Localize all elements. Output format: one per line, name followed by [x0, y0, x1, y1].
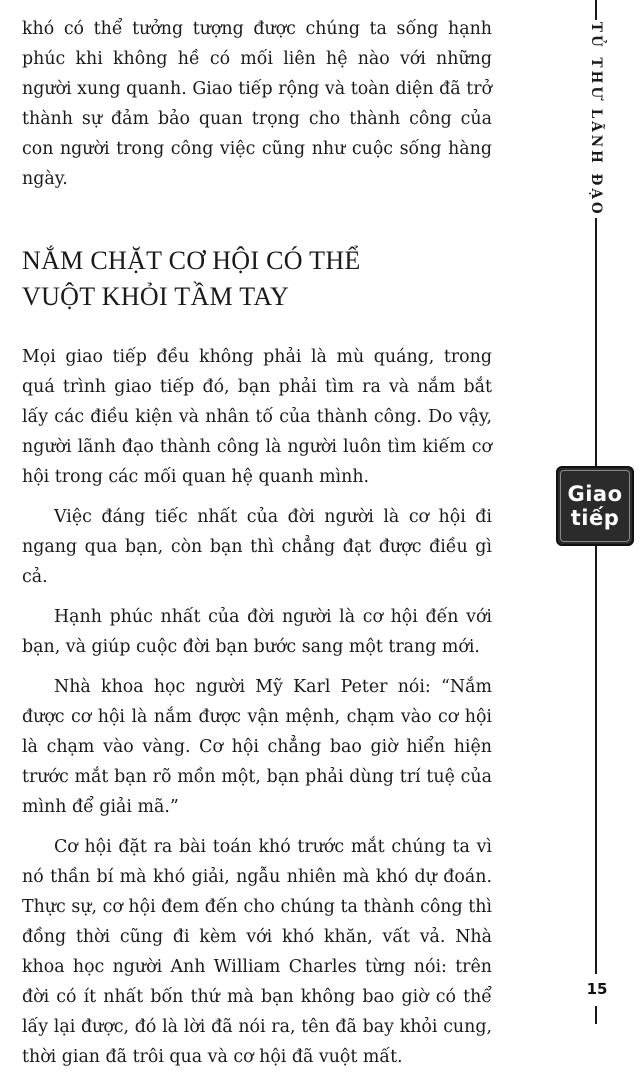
- margin-rule-upper: [595, 218, 597, 468]
- paragraph: Cơ hội đặt ra bài toán khó trước mắt chúng ta vì nó thần bí mà khó giải, ngẫu nhiên mà khó dự đoán. Thực sự, cơ hội đem đến cho chúng ta thành công thì đồng thời cũng đi kèm với khó khăn, vất vả. Nhà khoa học người Anh William Charles từng nói: trên đời có ít nhất bốn thứ mà bạn không bao giờ có thể lấy lại được, đó là lời đã nói ra, tên đã bay khỏi cung, thời gian đã trôi qua và cơ hội đã vuột mất.: [22, 837, 492, 1067]
- page-number: 15: [586, 980, 608, 998]
- paragraph: Mọi giao tiếp đều không phải là mù quáng, trong quá trình giao tiếp đó, bạn phải tìm ra và nắm bắt lấy các điều kiện và nhân tố của thành công. Do vậy, người lãnh đạo thành công là người luôn tìm kiếm cơ hội trong các mối quan hệ quanh mình.: [22, 347, 492, 487]
- paragraph: Nhà khoa học người Mỹ Karl Peter nói: “Nắm được cơ hội là nắm được vận mệnh, chạm vào cơ hội là chạm vào vàng. Cơ hội chẳng bao giờ hiển hiện trước mắt bạn rõ mồn một, bạn phải dùng trí tuệ của mình để giải mã.”: [22, 677, 492, 817]
- paragraph: Việc đáng tiếc nhất của đời người là cơ hội đi ngang qua bạn, còn bạn thì chẳng đạt được điều gì cả.: [22, 507, 492, 587]
- section-body: [22, 342, 492, 1072]
- running-header-title: TỦ THƯ LÃNH ĐẠO: [588, 21, 604, 217]
- chapter-badge-line1: Giao: [567, 482, 623, 506]
- intro-paragraph: khó có thể tưởng tượng được chúng ta sống hạnh phúc khi không hề có mối liên hệ nào với những người xung quanh. Giao tiếp rộng và toàn diện đã trở thành sự đảm bảo quan trọng cho thành công của con người trong công việc cũng như cuộc sống hàng ngày.: [22, 19, 492, 189]
- margin-rule-bottom: [595, 1006, 597, 1024]
- section-heading: [22, 243, 492, 315]
- chapter-badge: [556, 466, 634, 546]
- margin-rule-top: [595, 0, 597, 20]
- running-header: [586, 21, 606, 217]
- paragraph: Hạnh phúc nhất của đời người là cơ hội đến với bạn, và giúp cuộc đời bạn bước sang một trang mới.: [22, 607, 492, 657]
- section-heading-line1: NẮM CHẶT CƠ HỘI CÓ THỂ: [22, 246, 361, 275]
- section-heading-line2: VUỘT KHỎI TẦM TAY: [22, 282, 290, 311]
- chapter-badge-frame: [560, 470, 630, 542]
- chapter-badge-line2: tiếp: [570, 506, 620, 530]
- intro-text: [22, 14, 492, 194]
- margin-rule-lower: [595, 546, 597, 974]
